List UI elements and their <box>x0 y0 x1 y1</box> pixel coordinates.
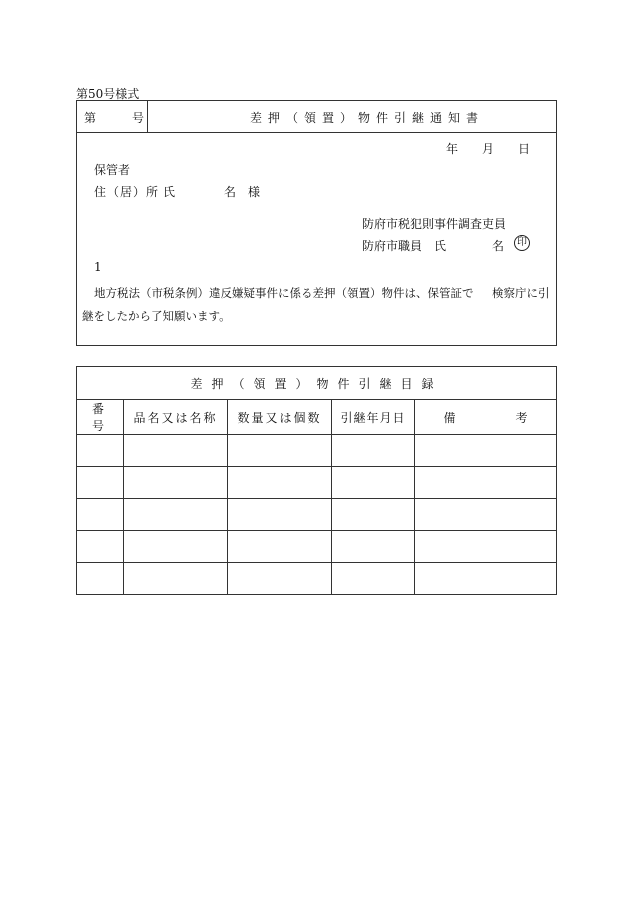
number-prefix: 第 <box>84 111 97 125</box>
item-number: 1 <box>94 260 102 274</box>
date-month-label: 月 <box>482 142 495 156</box>
table-row <box>77 499 557 531</box>
notice-title: 差押（領置）物件引継通知書 <box>250 111 485 125</box>
cell <box>77 467 124 499</box>
cell <box>415 467 557 499</box>
cell <box>415 499 557 531</box>
cell <box>415 563 557 595</box>
cell <box>332 467 415 499</box>
honorific: 様 <box>248 185 261 199</box>
custodian-label: 保管者 <box>94 163 131 177</box>
issuer-name-label-2: 名 <box>492 239 505 253</box>
inventory-table <box>76 366 557 595</box>
cell <box>77 435 124 467</box>
cell <box>124 467 228 499</box>
cell <box>228 563 332 595</box>
cell <box>228 467 332 499</box>
form-label: 第50号様式 <box>76 87 140 101</box>
table-row <box>77 435 557 467</box>
address-label: 住（居）所 <box>94 185 160 199</box>
cell <box>332 531 415 563</box>
cell <box>124 435 228 467</box>
inventory-header-row <box>77 400 557 435</box>
table-row <box>77 531 557 563</box>
body-line-1a: 地方税法（市税条例）違反嫌疑事件に係る差押（領置）物件は、保管証で <box>94 286 474 300</box>
cell <box>228 435 332 467</box>
seal-icon: 印 <box>514 235 530 251</box>
header-remarks: 備 考 <box>415 400 557 435</box>
issuer-line-1: 防府市税犯則事件調査吏員 <box>362 217 507 231</box>
cell <box>332 435 415 467</box>
date-day-label: 日 <box>518 142 531 156</box>
cell <box>332 563 415 595</box>
notice-header-divider <box>76 132 557 133</box>
inventory-title: 差押（領置）物件引継目録 <box>77 367 557 400</box>
header-item-name: 品名又は名称 <box>124 400 228 435</box>
body-line-2: 継をしたから了知願います。 <box>82 309 231 323</box>
notice-number-divider <box>147 100 148 132</box>
header-quantity: 数量又は個数 <box>228 400 332 435</box>
cell <box>77 499 124 531</box>
cell <box>77 563 124 595</box>
issuer-name-label-1: 氏 <box>434 239 447 253</box>
name-label-2: 名 <box>224 185 237 199</box>
table-row <box>77 467 557 499</box>
cell <box>228 499 332 531</box>
cell <box>332 499 415 531</box>
number-suffix: 号 <box>132 111 145 125</box>
table-row <box>77 563 557 595</box>
cell <box>124 499 228 531</box>
cell <box>124 563 228 595</box>
issuer-line-2: 防府市職員 <box>362 239 423 253</box>
cell <box>77 531 124 563</box>
body-line-1b: 検察庁に引 <box>492 286 550 300</box>
header-transfer-date: 引継年月日 <box>332 400 415 435</box>
cell <box>228 531 332 563</box>
header-number: 番 号 <box>77 400 124 435</box>
cell <box>415 531 557 563</box>
cell <box>415 435 557 467</box>
date-year-label: 年 <box>446 142 459 156</box>
name-label-1: 氏 <box>163 185 176 199</box>
cell <box>124 531 228 563</box>
